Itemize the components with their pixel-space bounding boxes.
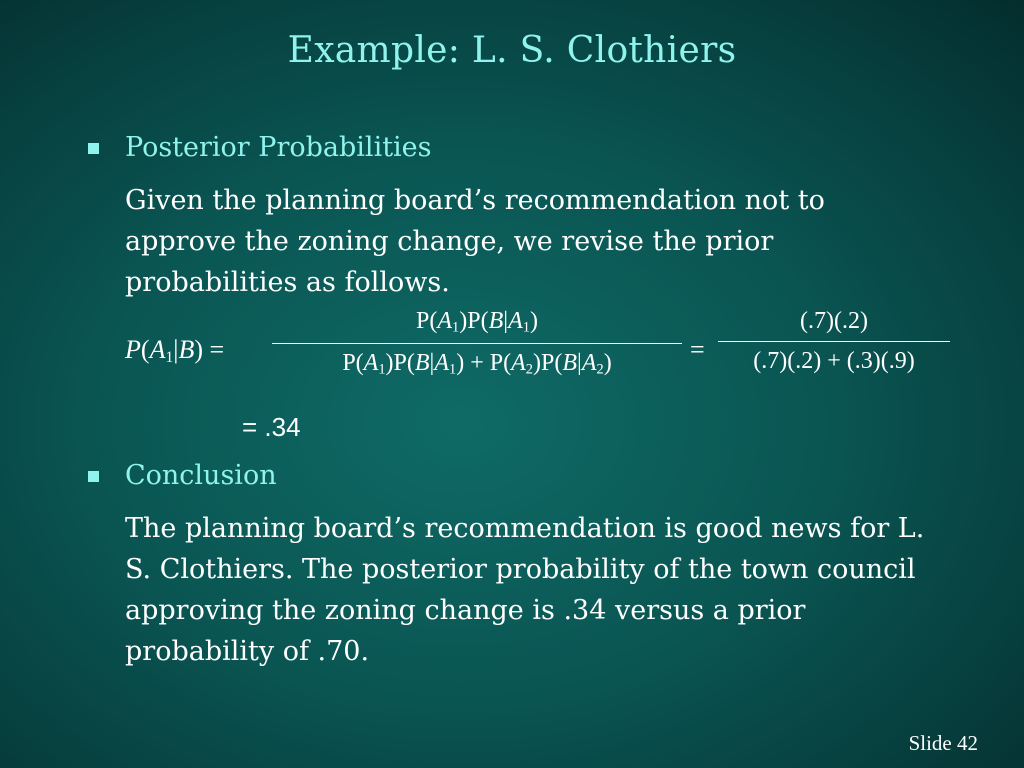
- bullet-conclusion: [88, 460, 277, 491]
- fraction-denominator: $P(A_1)P(B|A_1) + P(A_2)P(B|A_2)$: [342, 349, 612, 378]
- fraction-numerator: (.7)(.2): [800, 308, 868, 334]
- fraction-bar: [718, 341, 950, 342]
- formula-result: = .34: [242, 412, 301, 442]
- bullet-posterior: [88, 132, 432, 163]
- formula-equals: =: [690, 335, 705, 364]
- formula-fraction-numeric: [718, 308, 950, 375]
- fraction-numerator: $P(A_1)P(B|A_1)$: [416, 308, 538, 336]
- bullet-label: Posterior Probabilities: [125, 132, 432, 163]
- bullet-paragraph: Given the planning board’s recommendation not to approve the zoning change, we revise the prior probabilities as follows.: [125, 185, 825, 298]
- formula-fraction-symbolic: [272, 308, 682, 378]
- slide-title: Example: L. S. Clothiers: [287, 30, 737, 71]
- bullet-label: Conclusion: [125, 460, 277, 491]
- formula-lhs: $P(A_1|B)$ =: [125, 335, 225, 366]
- fraction-denominator: (.7)(.2) + (.3)(.9): [753, 348, 915, 374]
- square-bullet-icon: [88, 471, 99, 482]
- slide-number: Slide 42: [908, 731, 978, 755]
- fraction-bar: [272, 343, 682, 344]
- square-bullet-icon: [88, 143, 99, 154]
- bullet-paragraph: The planning board’s recommendation is good news for L. S. Clothiers. The posterior probability of the town council approving the zoning change is .34 versus a prior probability of .70.: [125, 513, 925, 667]
